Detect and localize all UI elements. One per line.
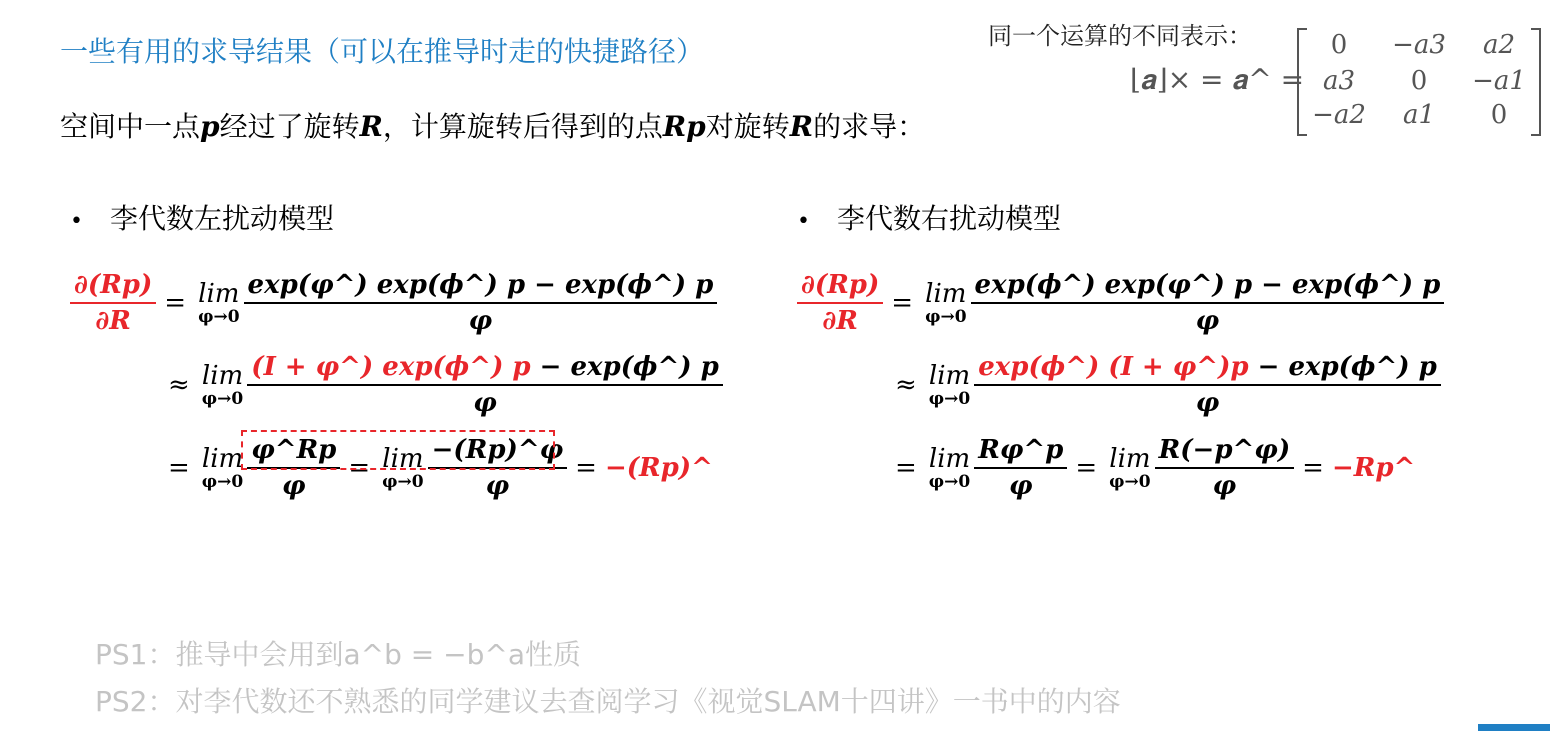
- matrix-cell: a3: [1322, 66, 1356, 96]
- numerator: −(Rp)^φ: [431, 435, 564, 465]
- numerator: exp(φ^) exp(ϕ^) p − exp(ϕ^) p: [247, 270, 714, 300]
- right-lhs-fraction: [797, 270, 883, 336]
- left-line-1: [70, 270, 717, 336]
- highlight-box: [241, 430, 555, 470]
- lim-word: lim: [1109, 444, 1151, 474]
- numerator: Rφ^p: [978, 435, 1064, 465]
- lim-word: lim: [928, 444, 971, 474]
- lim-word: lim: [201, 444, 244, 474]
- lim-word: lim: [925, 279, 967, 309]
- highlighted-term: (I + φ^) exp(ϕ^) p: [251, 352, 531, 382]
- intro-sentence: [60, 105, 925, 145]
- limit-operator: [198, 280, 239, 326]
- right-line-2: [887, 352, 1441, 418]
- lim-word: lim: [382, 444, 424, 474]
- matrix-cell: −a2: [1312, 100, 1366, 130]
- approx-sign: ≈: [895, 370, 917, 400]
- intro-symbol-r-2: R: [789, 110, 814, 143]
- limit-operator: [929, 445, 970, 491]
- numerator: [974, 352, 1441, 384]
- skew-symmetric-matrix: [1297, 28, 1541, 136]
- limit-operator: [925, 280, 966, 326]
- numerator: φ^Rp: [251, 435, 337, 465]
- remaining-term: − exp(ϕ^) p: [530, 352, 719, 382]
- right-result: −Rp^: [1331, 453, 1416, 483]
- matrix-cell: a2: [1482, 30, 1516, 60]
- lim-word: lim: [198, 279, 240, 309]
- right-line-1: [797, 270, 1444, 336]
- equals-sign: =: [348, 453, 371, 483]
- bullet-label: 李代数左扰动模型: [110, 202, 335, 235]
- lim-subscript: φ→0: [928, 472, 971, 492]
- slide-title: 一些有用的求导结果（可以在推导时走的快捷路径）: [60, 35, 705, 68]
- matrix-cell: 0: [1330, 30, 1348, 60]
- matrix-cell: a1: [1402, 100, 1436, 130]
- denominator: φ: [1195, 388, 1220, 418]
- intro-symbol-r: R: [359, 110, 383, 143]
- denominator: φ: [282, 471, 306, 501]
- equals-sign: =: [168, 453, 190, 483]
- lim-subscript: φ→0: [198, 307, 240, 327]
- equals-sign: =: [575, 453, 597, 483]
- lim-subscript: φ→0: [925, 307, 967, 327]
- bullet-label: 李代数右扰动模型: [837, 202, 1062, 235]
- left-line-2: [160, 352, 723, 418]
- equals-sign: =: [164, 288, 187, 318]
- denominator: φ: [1195, 306, 1220, 336]
- limit-operator: [202, 445, 243, 491]
- accent-bar: [1478, 724, 1550, 731]
- lhs-denominator: ∂R: [822, 306, 858, 336]
- limit-operator: [929, 362, 970, 408]
- denominator: φ: [485, 471, 510, 501]
- intro-symbol-p: p: [200, 110, 220, 143]
- equals-sign: =: [1075, 453, 1098, 483]
- equals-sign: =: [895, 453, 917, 483]
- ps2-note: PS2：对李代数还不熟悉的同学建议去查阅学习《视觉SLAM十四讲》一书中的内容: [95, 685, 1121, 718]
- intro-text-1: 空间中一点: [60, 110, 201, 143]
- limit-operator: [1109, 445, 1150, 491]
- lim-subscript: φ→0: [928, 389, 971, 409]
- line1-fraction: [971, 270, 1445, 336]
- lim-subscript: φ→0: [201, 389, 244, 409]
- bullet-left-perturbation: [70, 197, 334, 237]
- numerator: [247, 352, 723, 384]
- lim-subscript: φ→0: [1109, 472, 1151, 492]
- denominator: φ: [1009, 471, 1033, 501]
- bullet-dot: •: [797, 209, 810, 234]
- bullet-dot: •: [70, 209, 83, 234]
- skew-symmetric-lhs: ⌊𝒂⌋× = 𝒂^ =: [1130, 63, 1305, 96]
- denominator: φ: [1212, 471, 1237, 501]
- lim-word: lim: [928, 361, 971, 391]
- intro-text-5: 的求导：: [813, 110, 926, 143]
- bullet-right-perturbation: [797, 197, 1061, 237]
- lim-subscript: φ→0: [201, 472, 244, 492]
- lhs-numerator: ∂(Rp): [74, 270, 153, 300]
- approx-sign: ≈: [168, 370, 190, 400]
- equals-sign: =: [891, 288, 914, 318]
- intro-symbol-rp: Rp: [662, 110, 706, 143]
- ps1-note: PS1：推导中会用到a^b = −b^a性质: [95, 638, 581, 671]
- left-result: −(Rp)^: [604, 453, 713, 483]
- intro-text-3: ，计算旋转后得到的点: [382, 110, 663, 143]
- denominator: φ: [473, 388, 497, 418]
- matrix-cell: −a3: [1392, 30, 1446, 60]
- intro-text-4: 对旋转: [705, 110, 790, 143]
- denominator: φ: [468, 306, 493, 336]
- numerator: R(−p^φ): [1158, 435, 1291, 465]
- equals-sign: =: [1302, 453, 1324, 483]
- highlighted-term: exp(ϕ^) (I + φ^)p: [978, 352, 1249, 382]
- intro-text-2: 经过了旋转: [219, 110, 360, 143]
- line2-fraction: [974, 352, 1441, 418]
- lim-subscript: φ→0: [382, 472, 424, 492]
- numerator: exp(ϕ^) exp(φ^) p − exp(ϕ^) p: [974, 270, 1441, 300]
- matrix-cell: −a1: [1472, 66, 1526, 96]
- right-line-3: [887, 435, 1415, 501]
- left-lhs-fraction: [70, 270, 156, 336]
- lhs-numerator: ∂(Rp): [801, 270, 880, 300]
- limit-operator: [202, 362, 243, 408]
- line3-fraction-b: [1155, 435, 1295, 501]
- line3-fraction-a: [974, 435, 1067, 501]
- remaining-term: − exp(ϕ^) p: [1248, 352, 1437, 382]
- representation-note: 同一个运算的不同表示：: [988, 22, 1252, 50]
- line2-fraction: [247, 352, 723, 418]
- lhs-denominator: ∂R: [95, 306, 131, 336]
- line1-fraction: [244, 270, 718, 336]
- matrix-cell: 0: [1410, 66, 1428, 96]
- matrix-cell: 0: [1490, 100, 1508, 130]
- lim-word: lim: [201, 361, 244, 391]
